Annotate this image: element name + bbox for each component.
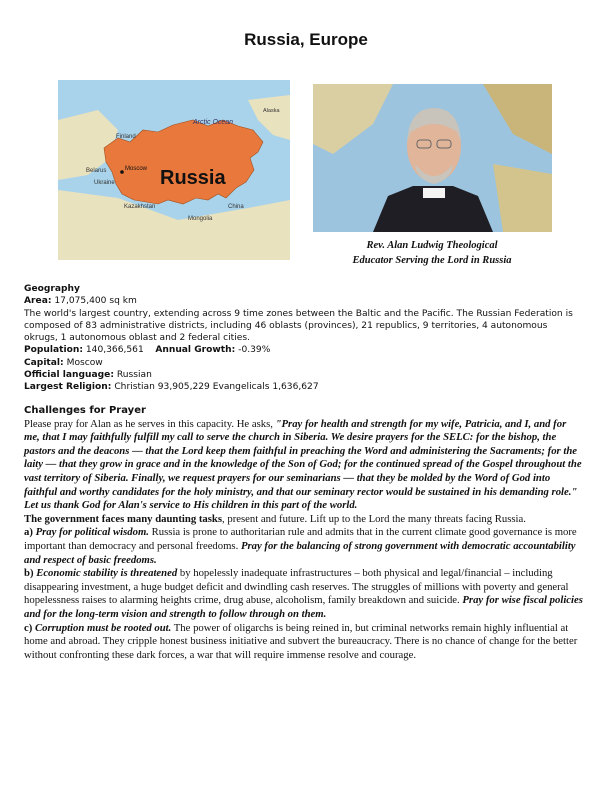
language-value: Russian (116, 370, 152, 381)
population-value: 140,366,561 (85, 345, 144, 356)
population-label: Population: (24, 345, 83, 356)
prayer-paragraph-2 (24, 513, 584, 527)
b-text: by hopelessly inadequate infrastructures – both physical and legal/financial – including disappearing investment, a huge budget deficit and dwindling cash reserves. The struggles of millions with poverty and general hopelessness raises to alarming heights crime, drug abuse, alcoholism, family breakdown and suicide. (24, 567, 569, 607)
map-label-belarus: Belarus (86, 168, 107, 174)
map-label-china: China (228, 204, 244, 210)
prayer-paragraph-1 (24, 418, 584, 513)
map-label-ukraine: Ukraine (94, 180, 115, 186)
p2-rest: , present and future. Lift up to the Lord the many threats facing Russia. (222, 512, 526, 525)
portrait-photo (313, 84, 552, 232)
area-value: 17,075,400 sq km (54, 296, 137, 307)
language-label: Official language: (24, 370, 114, 381)
b-bold-italic-2: Pray for wise fiscal policies and for the long-term vision and strength to follow through on them. (24, 594, 583, 620)
map-label-mongolia: Mongolia (188, 216, 213, 222)
photo-caption (318, 238, 546, 268)
a-text: Russia is prone to authoritarian rule and admits that in the current climate good governance is more important than democracy and personal freedoms. (24, 526, 577, 552)
a-bold-italic-2: Pray for the balancing of strong government with democratic accountability and respect of basic freedoms. (24, 539, 576, 566)
b-bold-italic: Economic stability is threatened (36, 567, 178, 580)
map-label-arctic: Arctic Ocean (193, 119, 234, 126)
religion-row (24, 381, 580, 393)
capital-value: Moscow (66, 357, 103, 368)
russia-map (58, 80, 290, 260)
religion-value: Christian 93,905,229 Evangelicals 1,636,627 (114, 382, 319, 393)
page-title: Russia, Europe (244, 30, 368, 49)
prayer-item-b (24, 567, 584, 621)
population-row (24, 344, 580, 356)
language-row (24, 369, 580, 381)
p2-bold: The government faces many daunting tasks (24, 512, 223, 525)
prayer-item-c (24, 622, 584, 663)
prayer-section (24, 404, 584, 662)
map-country-label: Russia (160, 167, 226, 189)
a-label: a) (24, 526, 36, 539)
b-label: b) (24, 567, 37, 580)
prayer-item-a (24, 526, 584, 567)
c-bold-italic: Corruption must be rooted out. (34, 621, 172, 634)
religion-label: Largest Religion: (24, 382, 112, 393)
geography-section (24, 283, 580, 394)
moscow-dot (120, 170, 124, 174)
area-label: Area: (24, 296, 52, 307)
caption-line-2: Educator Serving the Lord in Russia (352, 255, 512, 266)
geography-heading: Geography (24, 284, 80, 294)
map-label-finland: Finland (116, 134, 136, 140)
map-label-alaska: Alaska (263, 108, 280, 114)
capital-row (24, 357, 580, 369)
c-label: c) (24, 621, 35, 634)
area-row (24, 295, 580, 307)
geography-description: The world's largest country, extending across 9 time zones between the Baltic and the Pacific. The Russian Federation is composed of 83 administrative districts, including 46 oblasts (provinces), 21 republics, 9 territories, 4 autonomous okrugs, 1 autonomous oblast and 2 federal cities. (24, 308, 573, 344)
capital-label: Capital: (24, 357, 64, 368)
growth-label: Annual Growth: (155, 345, 236, 356)
map-label-moscow: Moscow (125, 166, 148, 172)
p1-intro: Please pray for Alan as he serves in this capacity. He asks, (24, 417, 276, 430)
a-bold-italic: Pray for political wisdom. (35, 526, 149, 539)
p1-quote: "Pray for health and strength for my wife, Patricia, and I, and for me, that I may faithfully fulfill my call to serve the church in Siberia. We desire prayers for the SELC: for the bishop, the pastors and the deacons — that the Lord keep them faithful in preaching the Word and administering the Sacraments; for the laity — that they grow in grace and in the knowledge of the Son of God; for the continued spread of the Gospel throughout the vast territory of Siberia. Finally, we request prayers for our seminarians — that they be molded by the Word of God into faithful and worthy candidates for the holy ministry, and that our seminary rector would be sustained in his demanding role." Let us thank God for Alan's service to His children in this part of the world. (24, 417, 582, 512)
map-label-kazakhstan: Kazakhstan (124, 204, 156, 210)
prayer-heading: Challenges for Prayer (24, 405, 146, 416)
caption-line-1: Rev. Alan Ludwig Theological (366, 240, 498, 251)
c-text: The power of oligarchs is being reined in, but criminal networks remain highly influential at home and abroad. They cripple honest business initiative and subvert the bureaucracy. There is no chance of change for the better without confronting these dark forces, a war that will require immense resolve and courage. (24, 621, 578, 661)
growth-value: -0.39% (238, 345, 271, 356)
